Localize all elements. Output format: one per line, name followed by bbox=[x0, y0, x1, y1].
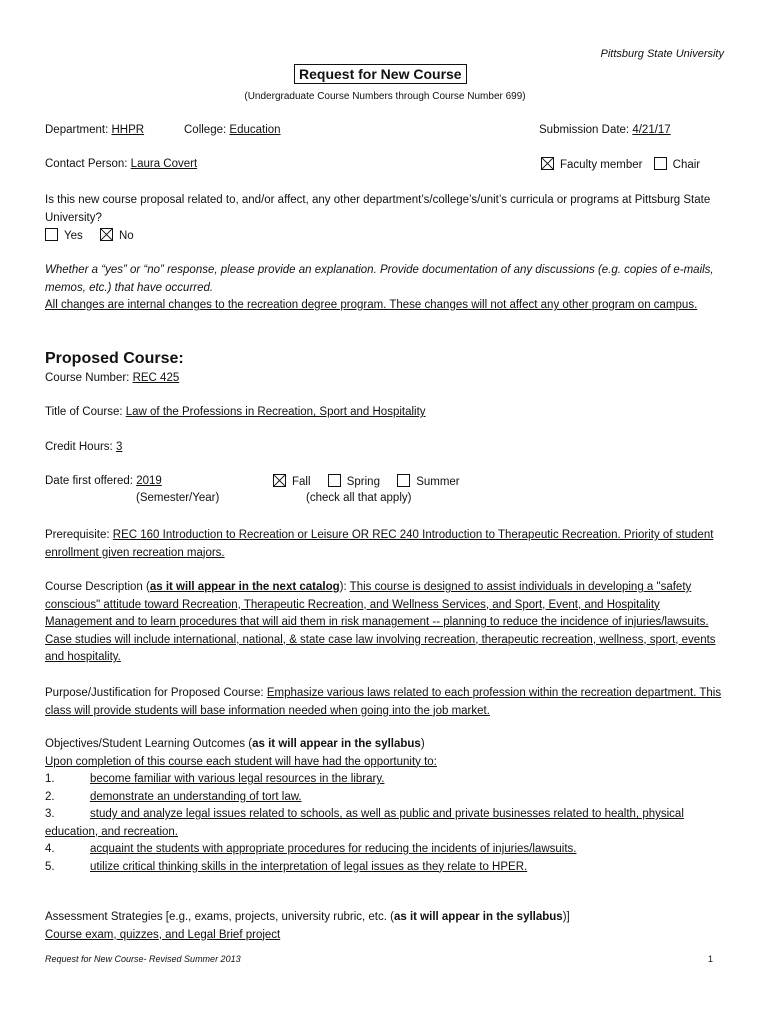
objective-number: 5. bbox=[45, 860, 55, 873]
check-all-hint: (check all that apply) bbox=[306, 492, 412, 504]
page-number: 1 bbox=[707, 954, 713, 964]
faculty-member-checkbox[interactable] bbox=[541, 157, 554, 170]
description-label-end: ): bbox=[339, 581, 347, 593]
objective-item[interactable] bbox=[45, 771, 723, 789]
description-value[interactable]: This course is designed to assist individuals in developing a "safety conscious" attitude toward Recreation, Therapeutic Recreation, and Wellness Services, and Sport, Event, and Hospitality Management and to learn procedures that will aid them in risk management -- planning to reduce the incidence of injuries/lawsuits. Case studies will include international, national, & state case law involving recreation, therapeutic recreation, wellness, sport, events and hospitality. bbox=[45, 581, 716, 663]
semester-year-hint: (Semester/Year) bbox=[136, 492, 220, 504]
department-value[interactable]: HHPR bbox=[111, 124, 145, 136]
prerequisite-label: Prerequisite: bbox=[45, 529, 110, 541]
prerequisite-value[interactable]: REC 160 Introduction to Recreation or Leisure OR REC 240 Introduction to Therapeutic Recreation. Priority of student enrollment given recreation majors. bbox=[45, 529, 714, 559]
contact-label: Contact Person: bbox=[45, 158, 128, 170]
form-title: Request for New Course bbox=[294, 64, 467, 84]
objectives-label-end: ) bbox=[420, 738, 425, 750]
fall-checkbox[interactable] bbox=[273, 474, 286, 487]
college-value[interactable]: Education bbox=[229, 124, 281, 136]
objectives-label-bold: as it will appear in the syllabus bbox=[252, 738, 421, 750]
description-label-bold: as it will appear in the next catalog bbox=[149, 581, 340, 593]
objective-number: 1. bbox=[45, 773, 55, 785]
assessment-section bbox=[45, 909, 723, 944]
objective-number: 2. bbox=[45, 790, 55, 803]
description-label: Course Description ( bbox=[45, 581, 150, 593]
objective-item[interactable] bbox=[45, 859, 723, 877]
submission-date-value[interactable]: 4/21/17 bbox=[632, 124, 671, 136]
objective-text: study and analyze legal issues related to schools, as well as public and private businesses related to health, physical education, and recreation. bbox=[45, 808, 684, 838]
no-checkbox[interactable] bbox=[100, 228, 113, 241]
term-options bbox=[273, 474, 460, 488]
role-options bbox=[541, 157, 700, 171]
assessment-label-bold: as it will appear in the syllabus bbox=[393, 911, 563, 923]
objectives-section bbox=[45, 736, 723, 876]
assessment-heading bbox=[45, 909, 723, 927]
summer-checkbox[interactable] bbox=[397, 474, 410, 487]
objective-text: acquaint the students with appropriate procedures for reducing the incidents of injuries/lawsuits. bbox=[90, 843, 577, 855]
course-description-field bbox=[45, 579, 723, 667]
objective-text: become familiar with various legal resources in the library. bbox=[90, 773, 385, 785]
footer-text: Request for New Course- Revised Summer 2013 bbox=[45, 954, 241, 964]
assessment-value[interactable]: Course exam, quizzes, and Legal Brief project bbox=[45, 928, 281, 941]
purpose-field bbox=[45, 685, 723, 720]
explanation-instruction: Whether a “yes” or “no” response, please provide an explanation. Provide documentation of any discussions (e.g. copies of e-mails, memos, etc.) that have occurred. bbox=[45, 264, 714, 294]
yes-checkbox[interactable] bbox=[45, 228, 58, 241]
curricula-question: Is this new course proposal related to, and/or affect, any other department’s/college’s/unit’s curricula or programs at Pittsburg State University? bbox=[45, 194, 711, 224]
credit-hours-field bbox=[45, 441, 122, 453]
assessment-label-end: )] bbox=[562, 911, 570, 923]
proposed-course-heading: Proposed Course: bbox=[45, 350, 184, 367]
objective-number: 3. bbox=[45, 808, 55, 820]
objectives-heading bbox=[45, 736, 723, 754]
course-title-label: Title of Course: bbox=[45, 406, 123, 418]
college-field bbox=[184, 124, 281, 136]
form-subtitle: (Undergraduate Course Numbers through Course Number 699) bbox=[244, 91, 526, 102]
submission-date-label: Submission Date: bbox=[539, 124, 630, 136]
submission-date-field bbox=[539, 124, 671, 136]
yes-no-options bbox=[45, 228, 134, 242]
prerequisite-field bbox=[45, 527, 723, 562]
explanation-answer[interactable]: All changes are internal changes to the recreation degree program. These changes will not affect any other program on campus. bbox=[45, 299, 698, 311]
college-label: College: bbox=[184, 124, 227, 136]
objective-text: utilize critical thinking skills in the interpretation of legal issues as they relate to HPER. bbox=[90, 860, 528, 873]
credit-hours-label: Credit Hours: bbox=[45, 441, 113, 453]
objective-text: demonstrate an understanding of tort law. bbox=[90, 790, 302, 803]
summer-label: Summer bbox=[416, 476, 460, 488]
department-label: Department: bbox=[45, 124, 109, 136]
objective-item[interactable] bbox=[45, 789, 723, 807]
course-title-field bbox=[45, 406, 426, 418]
no-label: No bbox=[118, 230, 134, 242]
date-offered-label: Date first offered: bbox=[45, 475, 133, 487]
date-offered-value[interactable]: 2019 bbox=[136, 475, 162, 487]
faculty-member-label: Faculty member bbox=[560, 159, 643, 171]
department-field bbox=[45, 124, 144, 136]
purpose-value[interactable]: Emphasize various laws related to each profession within the recreation department. This class will provide students will base information needed when going into the job market. bbox=[45, 687, 722, 717]
course-number-label: Course Number: bbox=[45, 372, 130, 384]
credit-hours-value[interactable]: 3 bbox=[115, 441, 123, 453]
objective-item[interactable] bbox=[45, 841, 723, 859]
assessment-label: Assessment Strategies [e.g., exams, projects, university rubric, etc. ( bbox=[45, 911, 394, 923]
date-offered-field bbox=[45, 475, 162, 487]
yes-label: Yes bbox=[64, 230, 83, 242]
course-number-field bbox=[45, 372, 179, 384]
university-name: Pittsburg State University bbox=[600, 48, 724, 60]
course-title-value[interactable]: Law of the Professions in Recreation, Sport and Hospitality bbox=[125, 406, 426, 418]
spring-label: Spring bbox=[346, 476, 380, 488]
objectives-label: Objectives/Student Learning Outcomes ( bbox=[45, 738, 253, 750]
chair-label: Chair bbox=[672, 159, 701, 171]
purpose-label: Purpose/Justification for Proposed Course: bbox=[45, 687, 264, 699]
objective-number: 4. bbox=[45, 843, 55, 855]
objectives-intro[interactable]: Upon completion of this course each student will have had the opportunity to: bbox=[45, 755, 437, 768]
course-number-value[interactable]: REC 425 bbox=[132, 372, 180, 384]
contact-field bbox=[45, 158, 197, 170]
chair-checkbox[interactable] bbox=[654, 157, 667, 170]
objective-item[interactable] bbox=[45, 806, 723, 841]
contact-value[interactable]: Laura Covert bbox=[130, 158, 198, 170]
fall-label: Fall bbox=[292, 476, 311, 488]
spring-checkbox[interactable] bbox=[328, 474, 341, 487]
